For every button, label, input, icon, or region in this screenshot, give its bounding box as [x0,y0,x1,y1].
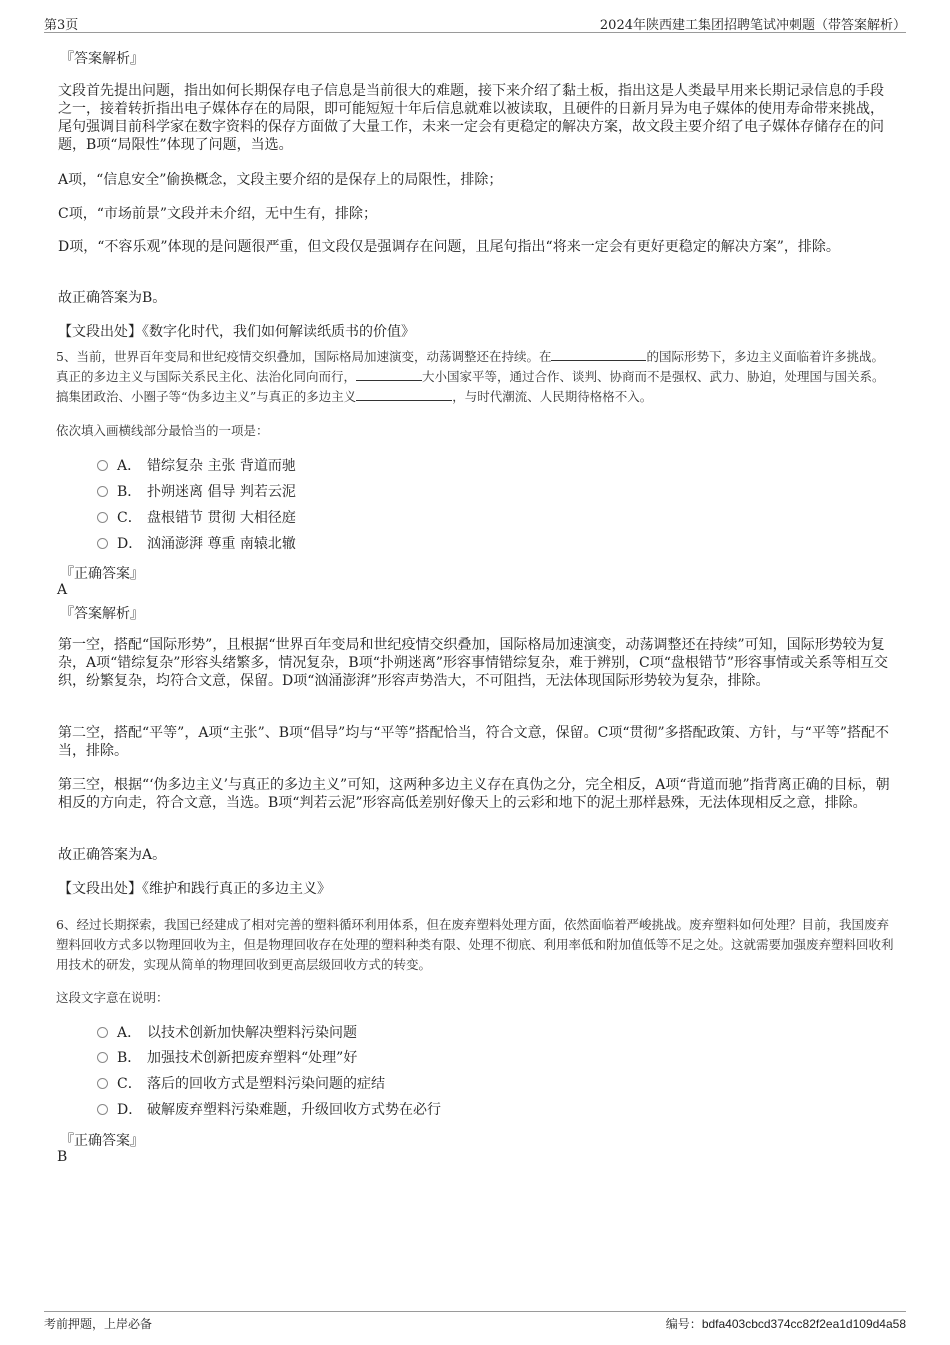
q5-prompt: 依次填入画横线部分最恰当的一项是： [56,423,269,438]
q6-option-a[interactable]: A． 以技术创新加快解决塑料污染问题 [97,1022,357,1044]
q5-option-c[interactable]: C． 盘根错节 贯彻 大相径庭 [97,507,296,529]
radio-icon[interactable] [97,460,108,471]
radio-icon[interactable] [97,538,108,549]
radio-icon[interactable] [97,486,108,497]
q6-option-c[interactable]: C． 落后的回收方式是塑料污染问题的症结 [97,1073,385,1095]
q5-analysis-paragraph: 第一空，搭配“国际形势”，且根据“世界百年变局和世纪疫情交织叠加，国际格局加速演变，动荡调整还在持续”可知，国际形势较为复杂，A项“错综复杂”形容头绪繁多，情况复杂，B项“扑朔迷离”形容事情错综复杂，难于辨别，C项“盘根错节”形容事情或关系等相互交织，纷繁复杂，均符合文意，保留。D项“汹涌澎湃”形容声势浩大，不可阻挡，无法体现国际形势较为复杂，排除。 [58,637,889,689]
page-number: 第3页 [44,18,79,33]
footer-slogan: 考前押题，上岸必备 [44,1317,153,1331]
document-title: 2024年陕西建工集团招聘笔试冲刺题（带答案解析） [599,18,906,33]
q4-analysis-paragraph: 文段首先提出问题，指出如何长期保存电子信息是当前很大的难题，接下来介绍了黏土板，指出这是人类最早用来长期记录信息的手段之一，接着转折指出电子媒体存在的局限，即可能短短十年后信息就难以被读取，且硬件的日新月异为电子媒体的使用寿命带来挑战，尾句强调目前科学家在数字资料的保存方面做了大量工作，未来一定会有更稳定的解决方案，故文段主要介绍了电子媒体存储存在的问题，B项“局限性”体现了问题，当选。 [58,83,884,153]
q5-analysis-paragraph: 第二空，搭配“平等”，A项“主张”、B项“倡导”均与“平等”搭配恰当，符合文意，保留。C项“贯彻”多搭配政策、方针，与“平等”搭配不当，排除。 [58,725,889,759]
q5-answer-label: 『正确答案』 [60,566,144,582]
q5-answer: A [57,582,68,598]
q5-option-a[interactable]: A． 错综复杂 主张 背道而驰 [97,455,296,477]
q6-option-d[interactable]: D． 破解废弃塑料污染难题，升级回收方式势在必行 [97,1099,441,1121]
q5-source: 【文段出处】《维护和践行真正的多边主义》 [58,881,331,897]
fill-blank-1 [551,348,646,361]
footer-code: 编号：bdfa403cbcd374cc82f2ea1d109d4a58 [665,1317,906,1331]
radio-icon[interactable] [97,1052,108,1063]
radio-icon[interactable] [97,1027,108,1038]
radio-icon[interactable] [97,1104,108,1115]
q5-analysis-paragraph: 第三空，根据“‘伪多边主义’与真正的多边主义”可知，这两种多边主义存在真伪之分，完全相反，A项“背道而驰”指背离正确的目标，朝相反的方向走，符合文意，当选。B项“判若云泥”形容高低差别好像天上的云彩和地下的泥土那样悬殊，无法体现相反之意，排除。 [58,777,890,811]
radio-icon[interactable] [97,512,108,523]
q4-analysis-paragraph: A项，“信息安全”偷换概念，文段主要介绍的是保存上的局限性，排除； [58,172,503,188]
radio-icon[interactable] [97,1078,108,1089]
q6-stem: 6、经过长期探索，我国已经建成了相对完善的塑料循环利用体系，但在废弃塑料处理方面，依然面临着严峻挑战。废弃塑料如何处理？目前，我国废弃塑料回收方式多以物理回收为主，但是物理回收存在处理的塑料种类有限、处理不彻底、利用率低和附加值低等不足之处。这就需要加强废弃塑料回收利用技术的研发，实现从简单的物理回收到更高层级回收方式的转变。 [56,917,894,972]
q6-prompt: 这段文字意在说明： [56,990,169,1005]
q4-analysis-paragraph: C项，“市场前景”文段并未介绍，无中生有，排除； [58,206,378,222]
fill-blank-3 [356,388,452,401]
q5-option-b[interactable]: B． 扑朔迷离 倡导 判若云泥 [97,481,296,503]
q5-analysis-label: 『答案解析』 [60,606,144,622]
q5-conclusion: 故正确答案为A。 [58,847,167,863]
q4-conclusion: 故正确答案为B。 [58,290,167,306]
q4-analysis-paragraph: D项，“不容乐观”体现的是问题很严重，但文段仅是强调存在问题，且尾句指出“将来一定会有更好更稳定的解决方案”，排除。 [58,239,840,255]
q4-source: 【文段出处】《数字化时代，我们如何解读纸质书的价值》 [58,324,415,340]
fill-blank-2 [356,368,422,381]
page-footer [44,1311,906,1331]
page-header [44,14,906,33]
q5-option-d[interactable]: D． 汹涌澎湃 尊重 南辕北辙 [97,533,296,555]
q6-answer: B [57,1149,68,1165]
q6-option-b[interactable]: B． 加强技术创新把废弃塑料“处理”好 [97,1047,357,1069]
q4-analysis-label: 『答案解析』 [60,51,144,67]
q5-stem: 5、当前，世界百年变局和世纪疫情交织叠加，国际格局加速演变，动荡调整还在持续。在 的国际形势下，多边主义面临着许多挑战。真正的多边主义与国际关系民主化、法治化同向而行， 大小国家平等，通过合作、谈判、协商而不是强权、武力、胁迫，处理国与国关系。搞集团政治、小圈子等“伪多边主义”与真正的多边主义 ，与时代潮流、人民期待格格不入。 [56,349,885,404]
q6-answer-label: 『正确答案』 [60,1133,144,1149]
